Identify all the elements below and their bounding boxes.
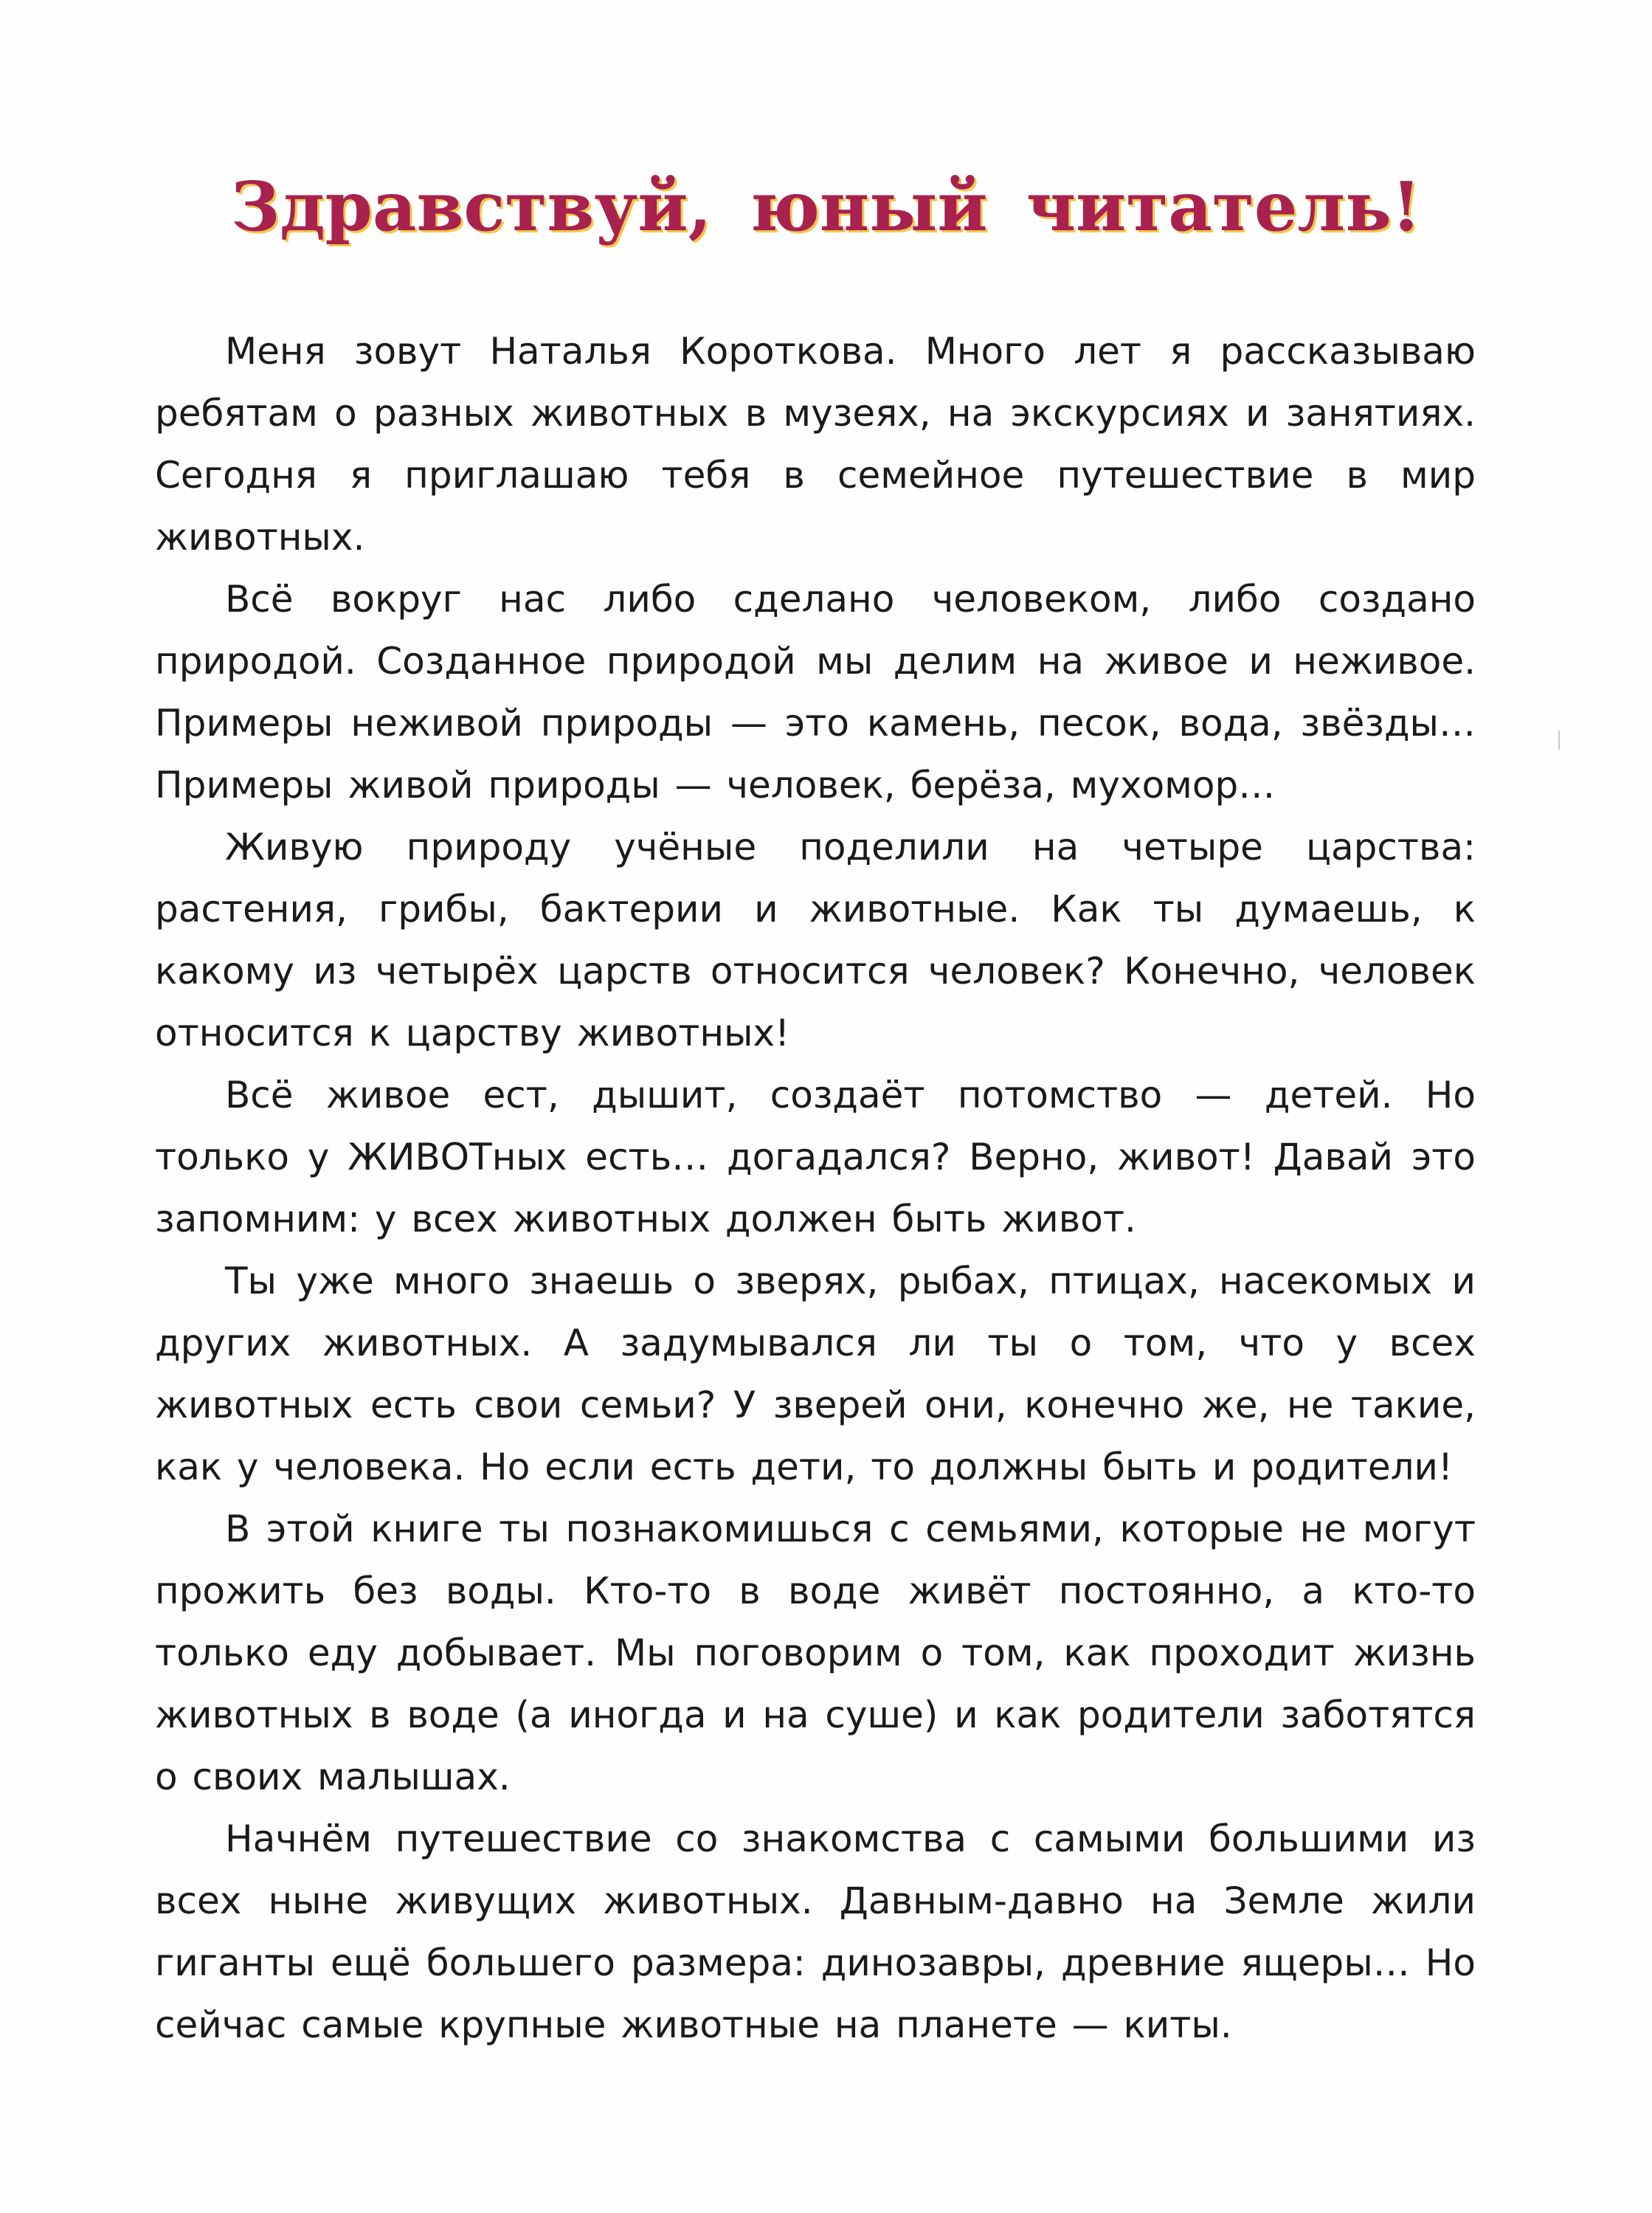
paragraph-living: Всё живое ест, дышит, создаёт потомство — детей. Но только у ЖИВОТных есть… догадался? Верно, живот! Давай это запомним: у всех животных должен быть живот. <box>155 1074 1476 1240</box>
page-title: Здравствуй, юный читатель! <box>230 167 1422 246</box>
paragraph-nature: Всё вокруг нас либо сделано человеком, либо создано природой. Созданное природой мы делим на живое и неживое. Примеры неживой природы — это камень, песок, вода, звёзды… Примеры живой природы — человек, берёза, мухомор… <box>155 578 1476 807</box>
body-text <box>155 320 1476 2056</box>
paragraph-kingdoms: Живую природу учёные поделили на четыре царства: растения, грибы, бактерии и животные. Как ты думаешь, к какому из четырёх царств относится человек? Конечно, человек относится к царству животных! <box>155 826 1476 1054</box>
paragraph-whales: Начнём путешествие со знакомства с самыми большими из всех ныне живущих животных. Давным-давно на Земле жили гиганты ещё большего размера: динозавры, древние ящеры… Но сейчас самые крупные животные на планете — киты. <box>155 1817 1476 2046</box>
paragraph-families: Ты уже много знаешь о зверях, рыбах, птицах, насекомых и других животных. А задумывался ли ты о том, что у всех животных есть свои семьи? У зверей они, конечно же, не такие, как у человека. Но если есть дети, то должны быть и родители! <box>155 1260 1476 1488</box>
paragraph-intro: Меня зовут Наталья Короткова. Много лет я рассказываю ребятам о разных животных в музеях, на экскурсиях и занятиях. Сегодня я приглашаю тебя в семейное путешествие в мир животных. <box>155 330 1476 559</box>
scan-speck <box>1558 731 1560 750</box>
paragraph-water: В этой книге ты познакомишься с семьями, которые не могут прожить без воды. Кто-то в воде живёт постоянно, а кто-то только еду добывает. Мы поговорим о том, как проходит жизнь животных в воде (а иногда и на суше) и как родители заботятся о своих малышах. <box>155 1508 1476 1798</box>
